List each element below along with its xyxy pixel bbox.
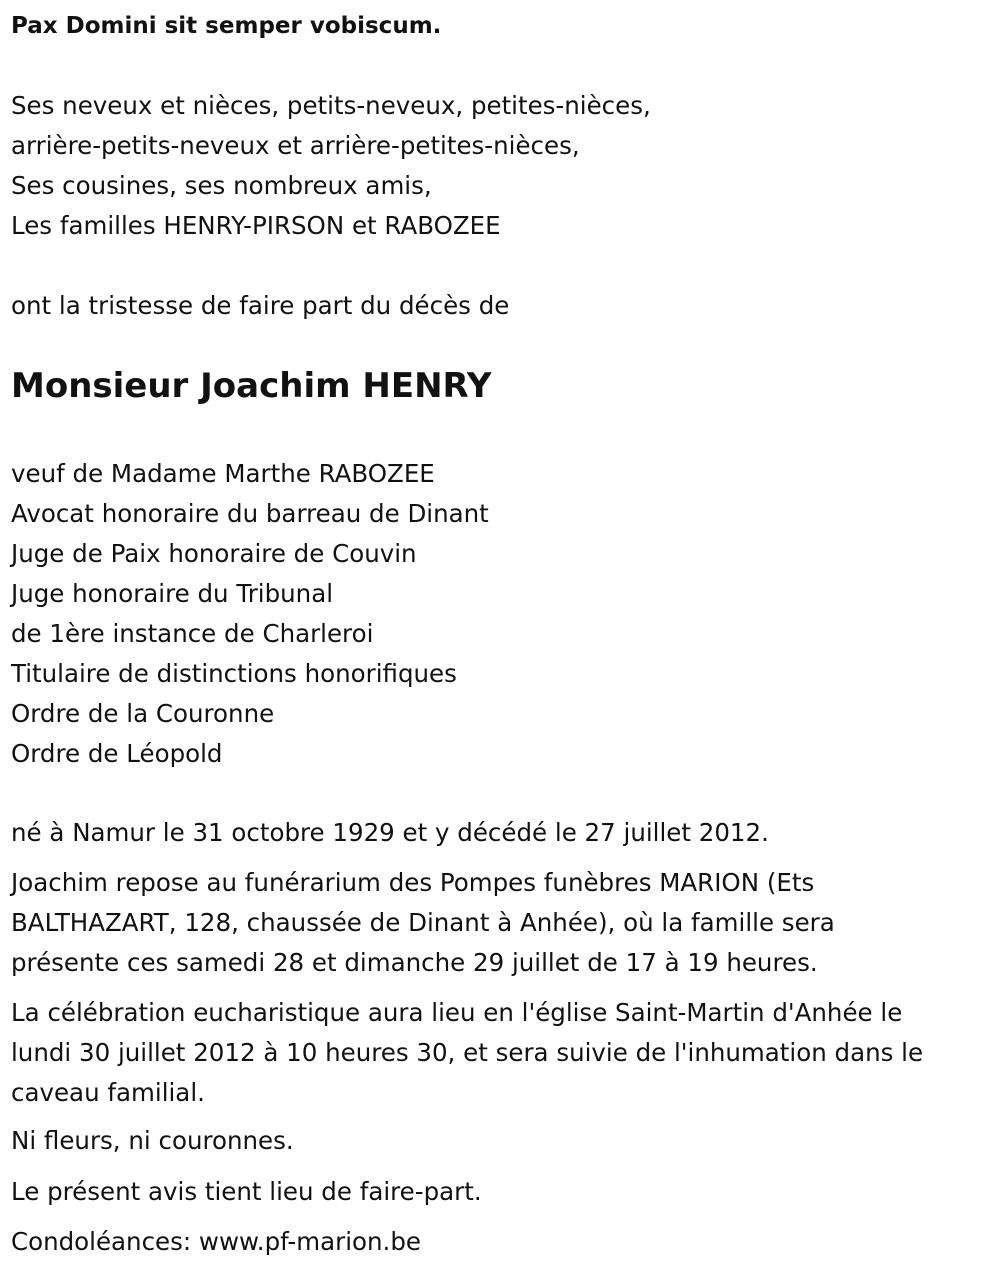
funerarium-line: BALTHAZART, 128, chaussée de Dinant à Anhée), où la famille sera <box>11 908 835 937</box>
funerarium-text <box>11 863 986 983</box>
title-line: de 1ère instance de Charleroi <box>11 619 374 648</box>
announcement-line: ont la tristesse de faire part du décès de <box>11 291 510 320</box>
ceremony-text <box>11 993 986 1113</box>
condolences-text: Condoléances: www.pf-marion.be <box>11 1227 421 1256</box>
ceremony-line: La célébration eucharistique aura lieu en l'église Saint-Martin d'Anhée le <box>11 998 903 1027</box>
family-line: arrière-petits-neveux et arrière-petites-nièces, <box>11 131 580 160</box>
family-line: Ses neveux et nièces, petits-neveux, petites-nièces, <box>11 91 651 120</box>
title-line: Ordre de Léopold <box>11 739 223 768</box>
family-line: Les familles HENRY-PIRSON et RABOZEE <box>11 211 501 240</box>
notice-text: Le présent avis tient lieu de faire-part. <box>11 1177 482 1206</box>
flowers-text: Ni fleurs, ni couronnes. <box>11 1126 294 1155</box>
funerarium-line: Joachim repose au funérarium des Pompes funèbres MARION (Ets <box>11 868 815 897</box>
title-line: Ordre de la Couronne <box>11 699 275 728</box>
titles-list <box>11 454 489 774</box>
title-line: Titulaire de distinctions honorifiques <box>11 659 457 688</box>
ceremony-line: caveau familial. <box>11 1078 205 1107</box>
funerarium-line: présente ces samedi 28 et dimanche 29 juillet de 17 à 19 heures. <box>11 948 818 977</box>
title-line: Juge honoraire du Tribunal <box>11 579 334 608</box>
family-line: Ses cousines, ses nombreux amis, <box>11 171 432 200</box>
announcement-text <box>11 286 509 326</box>
deceased-name: Monsieur Joachim HENRY <box>11 366 492 406</box>
title-line: veuf de Madame Marthe RABOZEE <box>11 459 435 488</box>
greeting-heading: Pax Domini sit semper vobiscum. <box>11 13 442 39</box>
birth-death-text: né à Namur le 31 octobre 1929 et y décédé le 27 juillet 2012. <box>11 818 769 847</box>
title-line: Juge de Paix honoraire de Couvin <box>11 539 417 568</box>
title-line: Avocat honoraire du barreau de Dinant <box>11 499 489 528</box>
ceremony-line: lundi 30 juillet 2012 à 10 heures 30, et sera suivie de l'inhumation dans le <box>11 1038 924 1067</box>
family-list <box>11 86 651 246</box>
